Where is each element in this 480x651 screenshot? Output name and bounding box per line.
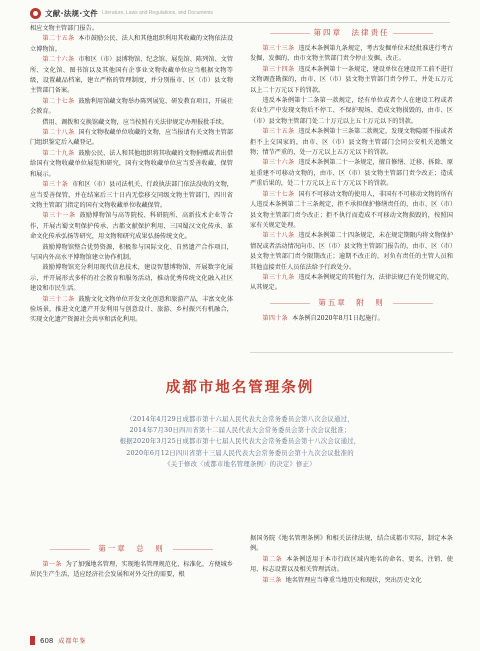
- running-header: [30, 6, 213, 20]
- chapter-heading: 第一章 总 则: [30, 543, 233, 555]
- article-paragraph: [250, 273, 453, 294]
- article-text: 市和区（市）县司法机关、行政执法部门依法没收的文物，应当妥善保管，并在结案后三十日内无偿移交同级文物主管部门，四川省文物主管部门指定的国有文物收藏单位收藏保管。: [30, 181, 233, 209]
- article-paragraph: [250, 65, 453, 96]
- article-number: 第三十九条: [262, 273, 295, 281]
- article-text: 违反本条例第十二条第一款规定，经有单位或者个人在建设工程或者农业生产中发现文物后不停工、不保护现场、造成文物损毁的，由市、区（市）县文物主管部门处二十万元以上五十万元以下的罚款。: [250, 97, 453, 125]
- article-number: 第二十九条: [42, 149, 75, 157]
- page-footer: [30, 636, 86, 645]
- regulation-heading: [30, 378, 450, 470]
- article-paragraph: [30, 243, 233, 264]
- article-text: 本市鼓励公民、法人和其他组织利用其收藏的文物依法设立博物馆。: [30, 35, 234, 53]
- article-text: 违反本条例第二十一条规定，擅自修缮、迁移、拆除、原址重建不可移动文物的，由市、区（市）县文物主管部门责令改正；造成严重后果的，处二十万元以上五十万元以下的罚款。: [250, 159, 454, 188]
- section-divider: [250, 352, 453, 353]
- article-text: 据国务院《地名管理条例》和相关法律法规，结合成都市实际，制定本条例。: [250, 535, 453, 553]
- article-number: 第二十七条: [42, 97, 75, 105]
- header-divider: [30, 22, 450, 23]
- article-text: 鼓励公民、法人和其他组织将其收藏的文物捐赠或者出借给国有文物收藏单位展览和研究，国有文物收藏单位应当妥善收藏、保管和展示。: [30, 149, 234, 178]
- footer-mark-icon: [30, 636, 35, 645]
- article-paragraph: [30, 263, 233, 294]
- lower-right-column: [250, 534, 453, 586]
- lower-left-column: [30, 540, 233, 581]
- article-number: 第二十八条: [42, 129, 75, 137]
- history-line: 2020年6月12日四川省第十三届人民代表大会常务委员会第十九次会议批准的: [126, 448, 354, 457]
- article-text: 违反本条例第十一条规定，建设单位在建设开工前不进行文物调查勘探的，由市、区（市）县文物主管部门责令停工，并处五万元以上二十万元以下的罚款。: [250, 65, 454, 94]
- article-number: 第二十五条: [42, 35, 75, 43]
- article-number: 第三十二条: [42, 295, 75, 303]
- article-text: 鼓励文化文物单位开发文化创意和旅游产品，丰富文化体验场景，推进文化遗产开发利用与创意设计、旅游、乡村振兴有机融合，实现文化遗产资源社会共享和活化利用。: [30, 295, 234, 324]
- section-mark-icon: [30, 8, 41, 19]
- article-text: 地名管理应当尊重当地历史和现状，突出历史文化: [285, 576, 422, 584]
- upper-left-column: [30, 24, 233, 326]
- article-paragraph: [30, 180, 233, 211]
- article-number: 第三十四条: [262, 65, 295, 73]
- article-paragraph: [30, 118, 233, 128]
- article-text: 鼓励利用馆藏文物举办陈列展览、研发教育项目，开展社会教育。: [30, 97, 234, 116]
- article-text: 借用、调拨和交换馆藏文物，应当按照有关法律规定办理报批手续。: [42, 118, 229, 126]
- article-paragraph: [30, 295, 233, 326]
- article-paragraph: [30, 128, 233, 149]
- header-subtitle: Literature, Laws and Regulations, and Documents: [102, 10, 214, 16]
- article-number: 第四十条: [262, 314, 288, 322]
- upper-right-column: [250, 24, 453, 324]
- article-text: 市和区（市）县博物馆、纪念馆、展览馆、陈列馆、文管所、文化馆、图书馆以及其他国有企事业文物收藏单位应当根据文物等级，设置藏品档案，建立严格的管理制度，并分别报市、区（市）县文物主管部门备案。: [30, 56, 234, 95]
- article-text: 鼓励博物馆充分利用现代信息技术，建设智慧博物馆，开展数字化展示，并开展形式多样的社会教育和服务活动，推动优秀传统文化融入社区建设和市民生活。: [30, 264, 233, 293]
- article-paragraph: [250, 158, 453, 189]
- article-text: 鼓励博物馆整合优势资源，积极参与国际文化、自然遗产合作项目，与国内外高水平博物馆建立协作机制。: [30, 243, 233, 261]
- article-number: 第三条: [262, 576, 282, 584]
- article-paragraph: [30, 34, 233, 55]
- book-name: 成都年鉴: [58, 638, 87, 645]
- chapter-heading: 第四章 法律责任: [250, 27, 453, 39]
- article-paragraph: [250, 576, 453, 586]
- history-line: （2014年4月29日成都市第十六届人民代表大会常务委员会第八次会议通过，: [126, 415, 354, 423]
- article-paragraph: [250, 314, 453, 324]
- article-number: 第三十八条: [262, 232, 295, 240]
- article-number: 第二条: [262, 555, 283, 563]
- article-paragraph: [250, 127, 453, 158]
- article-text: 相应文物主管部门报告。: [30, 25, 99, 32]
- history-line: 根据2020年3月25日成都市第十七届人民代表大会常务委员会第十八次会议通过，: [119, 437, 361, 446]
- article-paragraph: [250, 231, 453, 273]
- article-text: 本条例自2020年8月1日起施行。: [291, 314, 384, 322]
- article-paragraph: [250, 44, 453, 65]
- article-paragraph: [30, 55, 233, 97]
- article-number: 第三十条: [42, 181, 68, 189]
- history-line: 《关于修改〈成都市地名管理条例〉的决定》修正）: [164, 459, 316, 468]
- article-text: 违反本条例第二十四条规定，未在规定期限内将文物保护情况或者活动情况向市、区（市）县文物主管部门报告的，由市、区（市）县文物主管部门责令限期改正；逾期不改正的，对负有责任的主管人员和其他直接责任人员依法给予行政处分。: [250, 232, 454, 271]
- article-number: 第三十一条: [42, 212, 76, 220]
- article-text: 为了加强地名管理，实现地名管理规范化、标准化，方便城乡居民生产生活，适应经济社会发展和对外交往的需要，根: [30, 561, 233, 579]
- article-number: 第三十七条: [262, 190, 295, 198]
- article-paragraph: [250, 96, 453, 127]
- article-text: 违反本条例第九条规定，考古发掘单位未经批准进行考古发掘，发掘的，由市文物主管部门责令停止发掘、改正。: [250, 45, 454, 63]
- regulation-title: 成都市地名管理条例: [165, 379, 315, 396]
- article-text: 违反本条例第十三条第二款规定，发现文物隐匿不报或者拒不上交国家的，由市、区（市）县文物主管部门会同公安机关追缴文物；情节严重的，处一万元以上五万元以下的罚款。: [250, 128, 454, 157]
- article-paragraph: [250, 534, 453, 555]
- article-number: 第一条: [42, 561, 62, 568]
- article-number: 第三十五条: [262, 128, 295, 136]
- article-text: 违反本条例规定的其他行为，法律法规已有处罚规定的，从其规定。: [250, 273, 454, 292]
- article-paragraph: [30, 97, 233, 118]
- article-paragraph: [30, 560, 233, 581]
- article-text: 国有不可移动文物的使用人，非国有不可移动文物的所有人违反本条例第二十三条规定，拒不承担保护修缮责任的，由市、区（市）县文物主管部门责令改正；拒不执行而造成不可移动文物损毁的，按照国家有关规定处理。: [250, 190, 454, 229]
- header-title: 文献·法规·文件: [45, 8, 99, 18]
- regulation-history: [30, 414, 450, 470]
- article-number: 第三十六条: [262, 159, 295, 167]
- article-paragraph: [30, 24, 233, 34]
- article-text: 鼓励博物馆与高等院校、科研院所、高新技术企业等合作，开展古蜀文明保护传承、古都文献保护利用、三国蜀汉文化传承、革命文化传承弘扬等研究，用文物和研究成果弘扬传统文化。: [30, 212, 234, 241]
- history-line: 2014年7月30日四川省第十二届人民代表大会常务委员会第十次会议批准；: [129, 426, 351, 435]
- article-paragraph: [250, 555, 453, 576]
- article-number: 第二十六条: [42, 56, 75, 64]
- article-number: 第三十三条: [262, 45, 295, 52]
- chapter-heading: 第五章 附 则: [250, 297, 453, 309]
- article-text: 本条例适用于本市行政区域内地名的命名、更名、注销、使用、标志设置以及相关管理活动。: [250, 555, 453, 574]
- article-paragraph: [30, 149, 233, 180]
- page-number: 608: [40, 636, 54, 645]
- article-paragraph: [30, 211, 233, 242]
- article-text: 国有文物收藏单位收藏的文物，应当报请有关文物主管部门组织鉴定后入藏登记。: [30, 129, 234, 147]
- article-paragraph: [250, 190, 453, 232]
